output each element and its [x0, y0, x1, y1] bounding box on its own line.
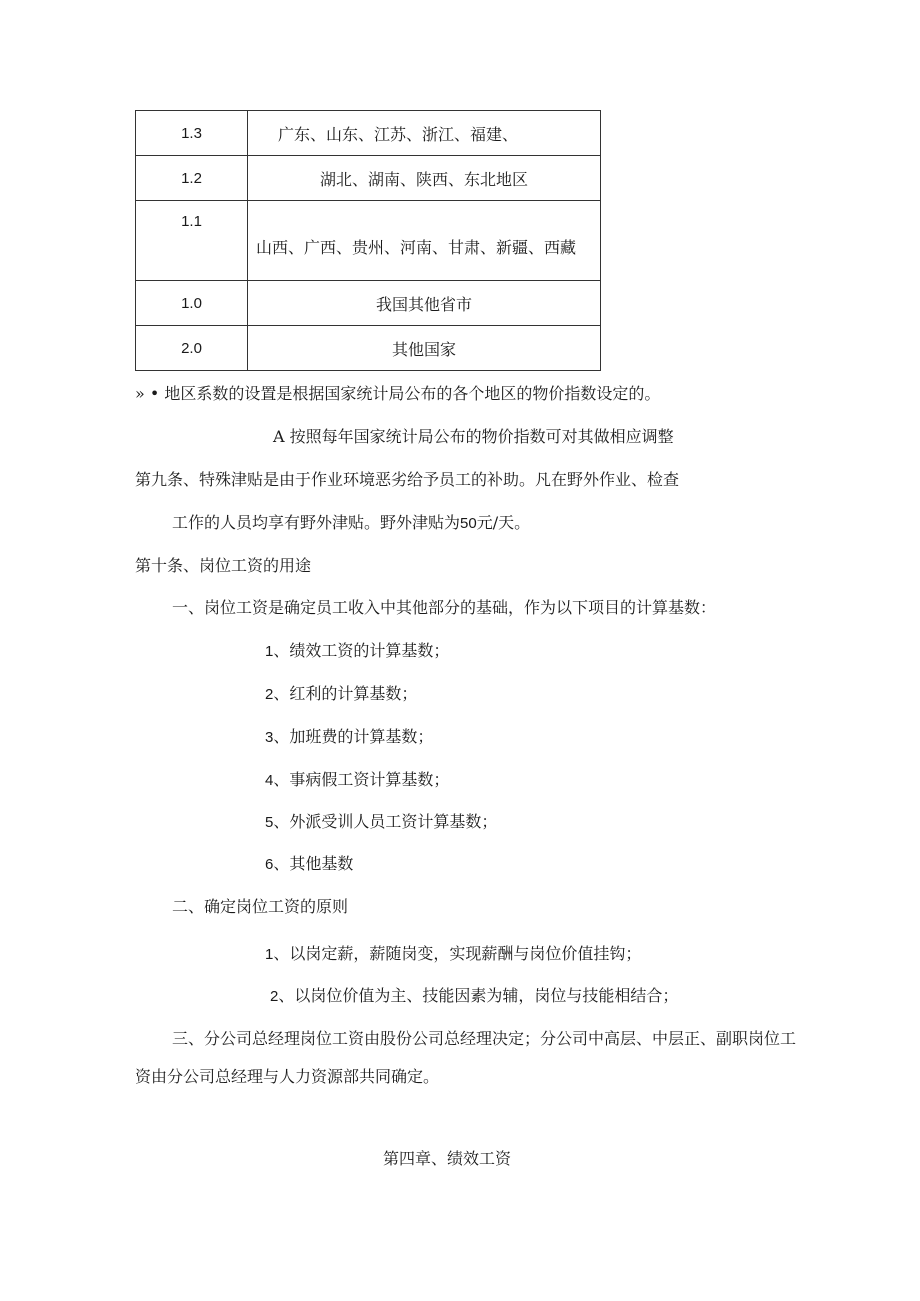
- list-item: 4、事病假工资计算基数；: [265, 770, 450, 789]
- list-item: 6、其他基数: [265, 854, 354, 873]
- coefficient-table: [135, 110, 601, 371]
- coef-cell: 1.2: [136, 156, 248, 201]
- note-adjustment: A 按照每年国家统计局公布的物价指数可对其做相应调整: [273, 427, 674, 446]
- table-row: [136, 111, 601, 156]
- list-item: 2、以岗位价值为主、技能因素为辅，岗位与技能相结合；: [270, 986, 679, 1005]
- table-row: [136, 156, 601, 201]
- coef-cell: 1.3: [136, 111, 248, 156]
- list-item: 1、以岗定薪，薪随岗变，实现薪酬与岗位价值挂钩；: [265, 944, 642, 963]
- list-item: 2、红利的计算基数；: [265, 684, 418, 703]
- table-row: [136, 201, 601, 281]
- section-3-line1: 三、分公司总经理岗位工资由股份公司总经理决定；分公司中高层、中层正、副职岗位工: [172, 1029, 797, 1048]
- coef-cell: 2.0: [136, 326, 248, 371]
- article-9-text-b: 元/天。: [476, 513, 531, 532]
- section-1-title: 一、岗位工资是确定员工收入中其他部分的基础，作为以下项目的计算基数：: [172, 598, 717, 617]
- chapter-4-title: 第四章、绩效工资: [383, 1149, 512, 1168]
- note-region-coefficient: » • 地区系数的设置是根据国家统计局公布的各个地区的物价指数设定的。: [135, 384, 661, 403]
- table-row: [136, 326, 601, 371]
- article-9-line1: 第九条、特殊津贴是由于作业环境恶劣给予员工的补助。凡在野外作业、检查: [135, 470, 680, 489]
- coef-cell: 1.0: [136, 281, 248, 326]
- region-cell: 广东、山东、江苏、浙江、福建、: [248, 111, 601, 156]
- article-10-title: 第十条、岗位工资的用途: [135, 556, 312, 575]
- table-row: [136, 281, 601, 326]
- coef-cell: 1.1: [136, 201, 248, 281]
- article-9-text-a: 工作的人员均享有野外津贴。野外津贴为: [172, 513, 461, 532]
- list-item: 5、外派受训人员工资计算基数；: [265, 812, 498, 831]
- section-3-line2: 资由分公司总经理与人力资源部共同确定。: [135, 1067, 440, 1086]
- article-9-line2: [172, 512, 530, 535]
- section-2-title: 二、确定岗位工资的原则: [172, 897, 349, 916]
- region-cell: 山西、广西、贵州、河南、甘肃、新疆、西藏: [248, 201, 601, 281]
- list-item: 1、绩效工资的计算基数；: [265, 641, 450, 660]
- region-cell: 我国其他省市: [248, 281, 601, 326]
- region-cell: 湖北、湖南、陕西、东北地区: [248, 156, 601, 201]
- region-cell: 其他国家: [248, 326, 601, 371]
- list-item: 3、加班费的计算基数；: [265, 727, 434, 746]
- allowance-amount: 50: [460, 515, 477, 532]
